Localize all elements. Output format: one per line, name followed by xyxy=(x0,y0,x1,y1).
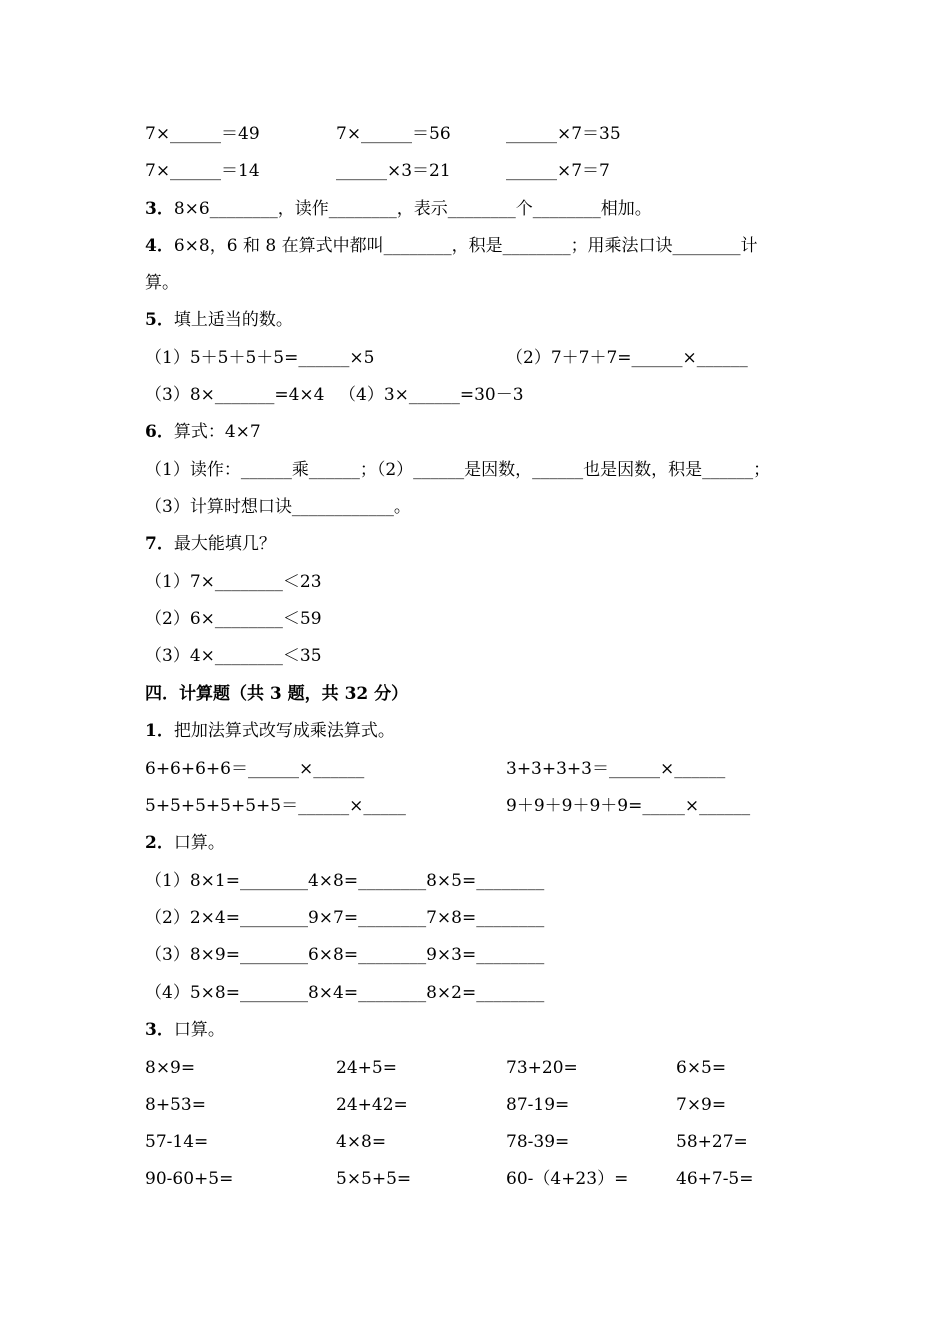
oral-item: 8×4=________ xyxy=(307,983,427,1003)
row-label: （3） xyxy=(145,945,190,965)
oral-item: 9×7=________ xyxy=(307,908,427,928)
calc-question-1 xyxy=(145,720,395,742)
calc-question-2 xyxy=(145,832,225,854)
question-number: 4． xyxy=(145,236,174,256)
oral-item: 5×8=________ xyxy=(189,983,308,1003)
sub-item: 6+6+6+6＝______×______ xyxy=(145,759,365,779)
question-text: 填上适当的数。 xyxy=(173,310,293,330)
question-text: 把加法算式改写成乘法算式。 xyxy=(173,721,395,741)
oral-item: 9×3=________ xyxy=(426,945,545,965)
question-text: 算式：4×7 xyxy=(173,422,261,442)
oral-item: 46+7-5= xyxy=(676,1169,754,1189)
oral-item: 8×5=________ xyxy=(426,871,545,891)
oral-item: 87-19= xyxy=(506,1095,570,1115)
oral-item: 78-39= xyxy=(506,1132,570,1152)
row-label: （2） xyxy=(145,908,190,928)
question-number: 7． xyxy=(145,534,174,554)
question-6 xyxy=(145,421,261,443)
sub-item: （1）7×________＜23 xyxy=(145,572,322,592)
section-heading: 四．计算题（共 3 题，共 32 分） xyxy=(145,684,409,704)
row-label: （1） xyxy=(145,871,190,891)
question-4-continuation: 算。 xyxy=(145,273,179,293)
oral-item: 90-60+5= xyxy=(145,1169,234,1189)
sub-item: 9＋9＋9＋9＋9=_____×______ xyxy=(506,796,751,816)
question-text: 口算。 xyxy=(173,1020,225,1040)
oral-row xyxy=(145,870,544,892)
question-7 xyxy=(145,533,276,555)
oral-item: 8×1=________ xyxy=(189,871,308,891)
oral-item: 6×8=________ xyxy=(307,945,427,965)
question-3 xyxy=(145,198,652,220)
oral-row xyxy=(145,907,544,929)
question-text: 最大能填几？ xyxy=(173,534,276,554)
fill-blank-item: 7×______＝14 xyxy=(145,161,260,181)
oral-item: 24+42= xyxy=(336,1095,408,1115)
oral-item: 57-14= xyxy=(145,1132,209,1152)
oral-item: 4×8=________ xyxy=(307,871,427,891)
oral-item: 8×2=________ xyxy=(426,983,545,1003)
oral-item: 8×9=________ xyxy=(189,945,308,965)
fill-blank-item: ______×7＝35 xyxy=(506,124,621,144)
oral-item: 7×9= xyxy=(676,1095,727,1115)
oral-item: 60-（4+23）= xyxy=(506,1169,629,1189)
oral-row xyxy=(145,982,544,1004)
oral-item: 73+20= xyxy=(506,1058,578,1078)
question-number: 6． xyxy=(145,422,174,442)
question-number: 3． xyxy=(145,199,174,219)
oral-item: 4×8= xyxy=(336,1132,387,1152)
fill-blank-item: 7×______＝56 xyxy=(336,124,451,144)
question-text: 口算。 xyxy=(173,833,225,853)
oral-item: 8+53= xyxy=(145,1095,206,1115)
oral-item: 58+27= xyxy=(676,1132,748,1152)
oral-item: 8×9= xyxy=(145,1058,196,1078)
question-number: 3． xyxy=(145,1020,174,1040)
sub-item: （3）4×________＜35 xyxy=(145,646,322,666)
fill-blank-item: ______×3＝21 xyxy=(336,161,451,181)
oral-item: 2×4=________ xyxy=(189,908,308,928)
oral-row xyxy=(145,944,544,966)
sub-item: （4）3×______=30－3 xyxy=(339,385,524,405)
oral-item: 5×5+5= xyxy=(336,1169,412,1189)
question-number: 1． xyxy=(145,721,174,741)
question-number: 2． xyxy=(145,833,174,853)
fill-blank-item: 7×______＝49 xyxy=(145,124,260,144)
row-label: （4） xyxy=(145,983,190,1003)
question-text: 8×6________，读作________，表示________个________相加。 xyxy=(173,199,652,219)
oral-item: 6×5= xyxy=(676,1058,727,1078)
sub-item: （2）6×________＜59 xyxy=(145,609,322,629)
sub-item: （1）5＋5＋5＋5=______×5 xyxy=(145,348,375,368)
sub-item: （3）计算时想口诀____________。 xyxy=(145,497,411,517)
sub-item: 5+5+5+5+5+5＝______×_____ xyxy=(145,796,406,816)
question-number: 5． xyxy=(145,310,174,330)
calc-question-3 xyxy=(145,1019,225,1041)
oral-item: 24+5= xyxy=(336,1058,397,1078)
sub-item: 3+3+3+3＝______×______ xyxy=(506,759,726,779)
sub-item: （3）8×_______=4×4 xyxy=(145,385,325,405)
question-5 xyxy=(145,309,293,331)
fill-blank-item: ______×7＝7 xyxy=(506,161,610,181)
question-text: 6×8，6 和 8 在算式中都叫________，积是________；用乘法口诀________计 xyxy=(173,236,758,256)
question-4 xyxy=(145,235,758,257)
sub-item: （1）读作：______乘______；（2）______是因数，______也是因数，积是______； xyxy=(145,460,771,480)
sub-item: （2）7＋7＋7=______×______ xyxy=(506,348,748,368)
oral-item: 7×8=________ xyxy=(426,908,545,928)
